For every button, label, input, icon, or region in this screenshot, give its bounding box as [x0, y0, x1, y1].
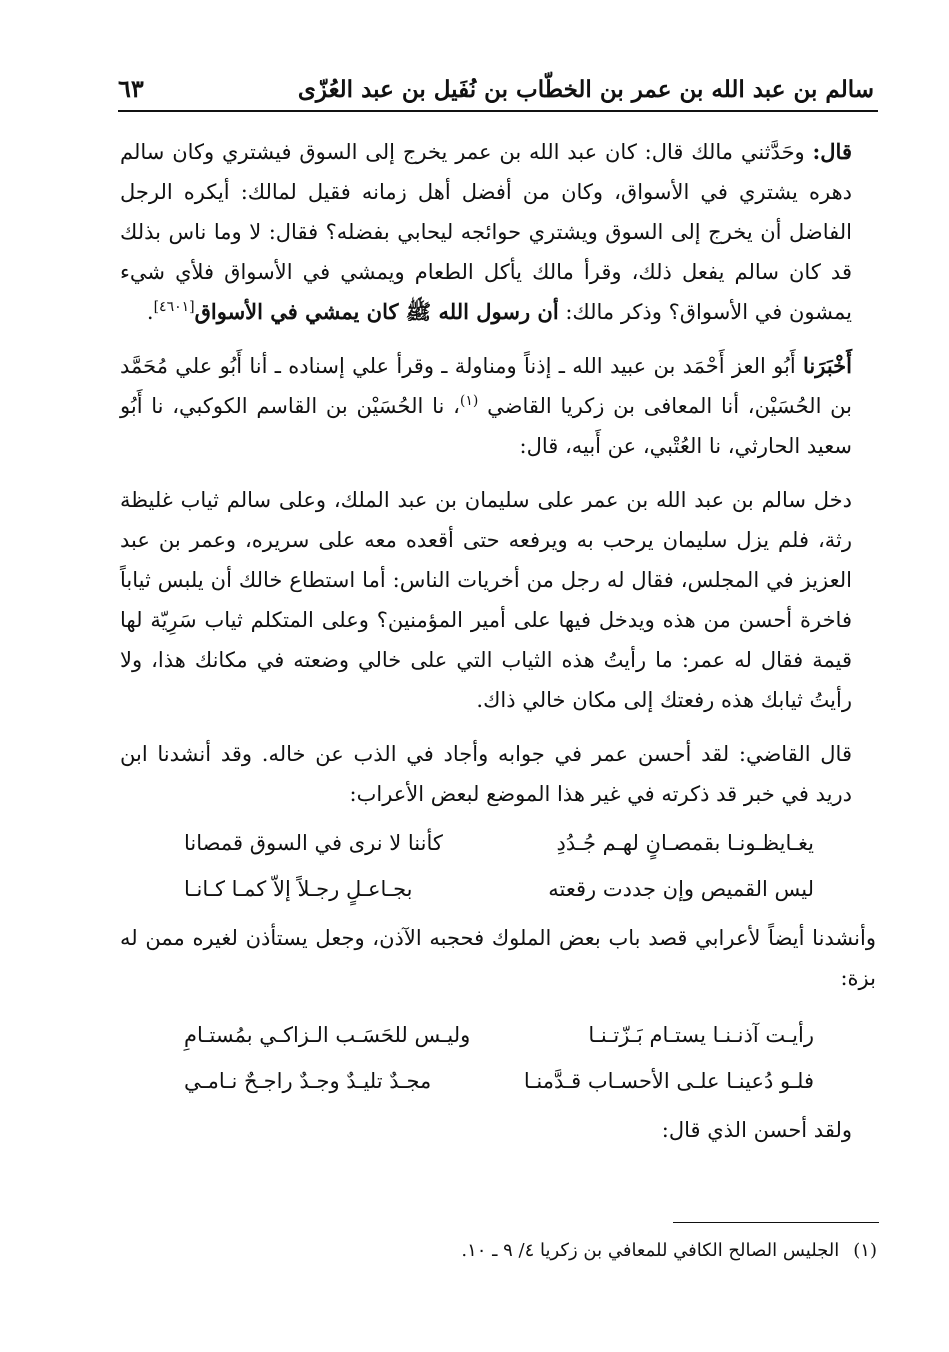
poem-two — [120, 1012, 876, 1104]
verse-line — [120, 820, 876, 866]
hadith-quote: أن رسول الله ﷺ كان يمشي في الأسواق — [194, 299, 559, 324]
verse-second-hemistich: مجـدٌ تليـدٌ وجـدٌ راجـحٌ نـامـي — [184, 1069, 432, 1093]
paragraph-text: ولقد أحسن الذي قال: — [661, 1118, 852, 1142]
footnote — [461, 1240, 877, 1261]
verse-first-hemistich: رأيـت آذنـنـا يستـام بَـزّتـنـا — [588, 1023, 814, 1047]
paragraph-isnad — [120, 346, 876, 466]
paragraph-lead: أَخْبَرَنا — [803, 353, 852, 378]
verse-second-hemistich: بجـاعـلٍ رجـلاً إلاّ كمـا كـانـا — [184, 877, 413, 901]
verse-first-hemistich: يغـايظـونـا بقمصـانٍ لهـم جُـدُدِ — [556, 831, 814, 855]
verse-line — [120, 1058, 876, 1104]
paragraph-bedouin — [120, 918, 876, 998]
paragraph-story — [120, 480, 876, 720]
verse-second-hemistich: كأننا لا نرى في السوق قمصانا — [184, 831, 443, 855]
verse-second-hemistich: وليـس للحَسَـب الـزاكـي بمُستـامِ — [184, 1023, 471, 1047]
paragraph-text-continued: ، نا الحُسَيْن بن القاسم الكوكبي، نا أَبُو سعيد الحارثي، نا العُتْبي، عن أَبيه، قال: — [120, 394, 852, 458]
footnote-rule — [673, 1222, 879, 1223]
page-number: ٦٣ — [118, 74, 144, 103]
header-rule — [118, 110, 878, 112]
paragraph-end: . — [146, 300, 154, 324]
paragraph-text: دخل سالم بن عبد الله بن عمر على سليمان بن عبد الملك، وعلى سالم ثياب غليظة رثة، فلم يزل سليمان يرحب به ويرفعه حتى أقعده معه على سريره، وعمر بن عبد العزيز في المجلس، فقال له رجل من أخريات الناس: أما استطاع خالك أن يلبس ثياباً فاخرة أحسن من هذه ويدخل فيها على أمير المؤمنين؟ وعلى المتكلم ثياب سَرِيّة لها قيمة فقال له عمر: ما رأيتُ هذه الثياب التي على خالي وضعته في مكانك هذا، ولا رأيتُ ثيابك هذه رفعتك إلى مكان خالي ذاك. — [120, 488, 852, 712]
paragraph-text: قال القاضي: لقد أحسن عمر في جوابه وأجاد في الذب عن خاله. وقد أنشدنا ابن دريد في خبر قد ذكرته في غير هذا الموضع لبعض الأعراب: — [120, 742, 852, 806]
paragraph-lead: قال: — [812, 139, 852, 164]
running-header — [118, 72, 874, 112]
paragraph-text: أَبُو العز أَحْمَد بن عبيد الله ـ إذناً ومناولة ـ وقرأ علي إسناده ـ أنا أَبُو علي مُحَمَّد بن الحُسَيْن، أنا المعافى بن زكريا القاضي — [120, 354, 852, 418]
running-title: سالم بن عبد الله بن عمر بن الخطّاب بن نُفَيل بن عبد العُزّى — [297, 76, 874, 103]
footnote-text: الجليس الصالح الكافي للمعافي بن زكريا ٤/ ٩ ـ ١٠. — [461, 1240, 840, 1261]
footnote-number: (١) — [853, 1240, 877, 1261]
paragraph-text: وحَدَّثني مالك قال: كان عبد الله بن عمر يخرج إلى السوق فيشتري وكان سالم دهره يشتري في الأسواق، وكان من أفضل أهل زمانه فقيل لمالك: أيكره الرجل الفاضل أن يخرج إلى السوق ويشتري حوائجه ليحابي بفضله؟ فقال: لا وما ناس بذلك قد كان سالم يفعل ذلك، وقرأ مالك يأكل الطعام ويمشي في الأسواق فلأي شيء يمشون في الأسواق؟ وذكر مالك: — [120, 140, 852, 324]
verse-first-hemistich: ليس القميص وإن جددت رقعته — [548, 877, 814, 901]
page-body — [120, 132, 876, 1150]
verse-first-hemistich: فلـو دُعينـا علـى الأحسـاب قـدَّمنـا — [523, 1069, 814, 1093]
footnote-marker: (١) — [459, 393, 479, 409]
poem-one — [120, 820, 876, 912]
verse-line — [120, 866, 876, 912]
hadith-reference: [٤٦٠١] — [153, 299, 195, 315]
paragraph-malik — [120, 132, 876, 332]
paragraph-qadi — [120, 734, 876, 814]
verse-line — [120, 1012, 876, 1058]
paragraph-text: وأنشدنا أيضاً لأعرابي قصد باب بعض الملوك فحجبه الآذن، وجعل يستأذن لغيره ممن له بزة: — [120, 926, 876, 990]
paragraph-closing — [120, 1110, 876, 1150]
